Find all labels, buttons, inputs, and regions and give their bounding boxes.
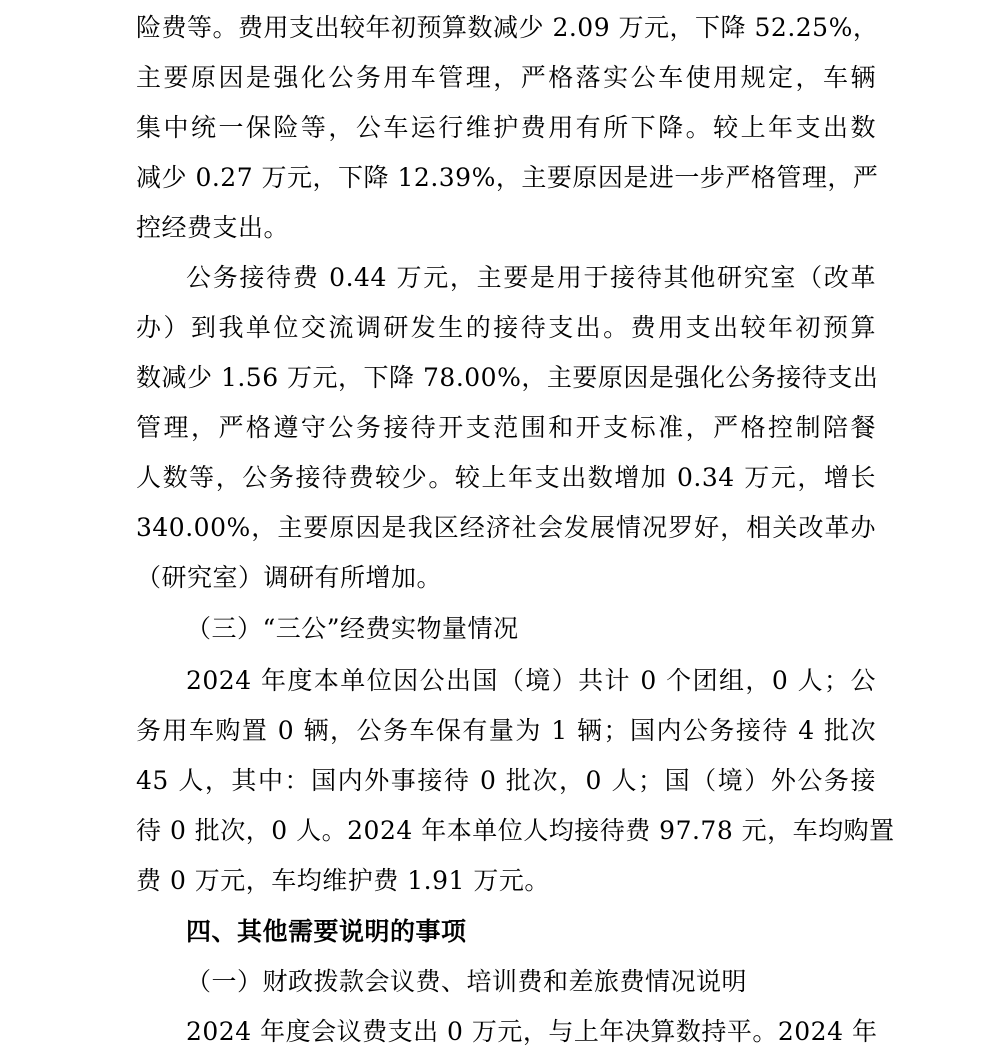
text-line: 务用车购置 0 辆，公务车保有量为 1 辆；国内公务接待 4 批次 bbox=[136, 716, 876, 745]
text-line: 控经费支出。 bbox=[136, 213, 290, 242]
text-line: 340.00%，主要原因是我区经济社会发展情况罗好，相关改革办 bbox=[136, 513, 876, 542]
text-line: 主要原因是强化公务用车管理，严格落实公车使用规定，车辆 bbox=[136, 63, 876, 92]
text-line: 管理，严格遵守公务接待开支范围和开支标准，严格控制陪餐 bbox=[136, 413, 876, 442]
text-line: （研究室）调研有所增加。 bbox=[136, 563, 443, 592]
section-subheading: （三）“三公”经费实物量情况 bbox=[186, 614, 519, 643]
section-subheading: （一）财政拨款会议费、培训费和差旅费情况说明 bbox=[186, 967, 748, 996]
text-line: 险费等。费用支出较年初预算数减少 2.09 万元，下降 52.25%， bbox=[136, 13, 879, 42]
section-heading: 四、其他需要说明的事项 bbox=[186, 917, 467, 946]
paragraph-first-line: 2024 年度会议费支出 0 万元，与上年决算数持平。2024 年 bbox=[186, 1017, 878, 1046]
text-line: 费 0 万元，车均维护费 1.91 万元。 bbox=[136, 866, 550, 895]
text-line: 集中统一保险等，公车运行维护费用有所下降。较上年支出数 bbox=[136, 113, 876, 142]
text-line: 办）到我单位交流调研发生的接待支出。费用支出较年初预算 bbox=[136, 313, 876, 342]
text-line: 45 人，其中：国内外事接待 0 批次，0 人；国（境）外公务接 bbox=[136, 766, 876, 795]
paragraph-first-line: 2024 年度本单位因公出国（境）共计 0 个团组，0 人；公 bbox=[186, 666, 876, 695]
text-line: 人数等，公务接待费较少。较上年支出数增加 0.34 万元，增长 bbox=[136, 463, 876, 492]
text-line: 减少 0.27 万元，下降 12.39%，主要原因是进一步严格管理，严 bbox=[136, 163, 879, 192]
paragraph-first-line: 公务接待费 0.44 万元，主要是用于接待其他研究室（改革 bbox=[186, 263, 876, 292]
text-line: 数减少 1.56 万元，下降 78.00%，主要原因是强化公务接待支出 bbox=[136, 363, 879, 392]
text-line: 待 0 批次，0 人。2024 年本单位人均接待费 97.78 元，车均购置 bbox=[136, 816, 895, 845]
